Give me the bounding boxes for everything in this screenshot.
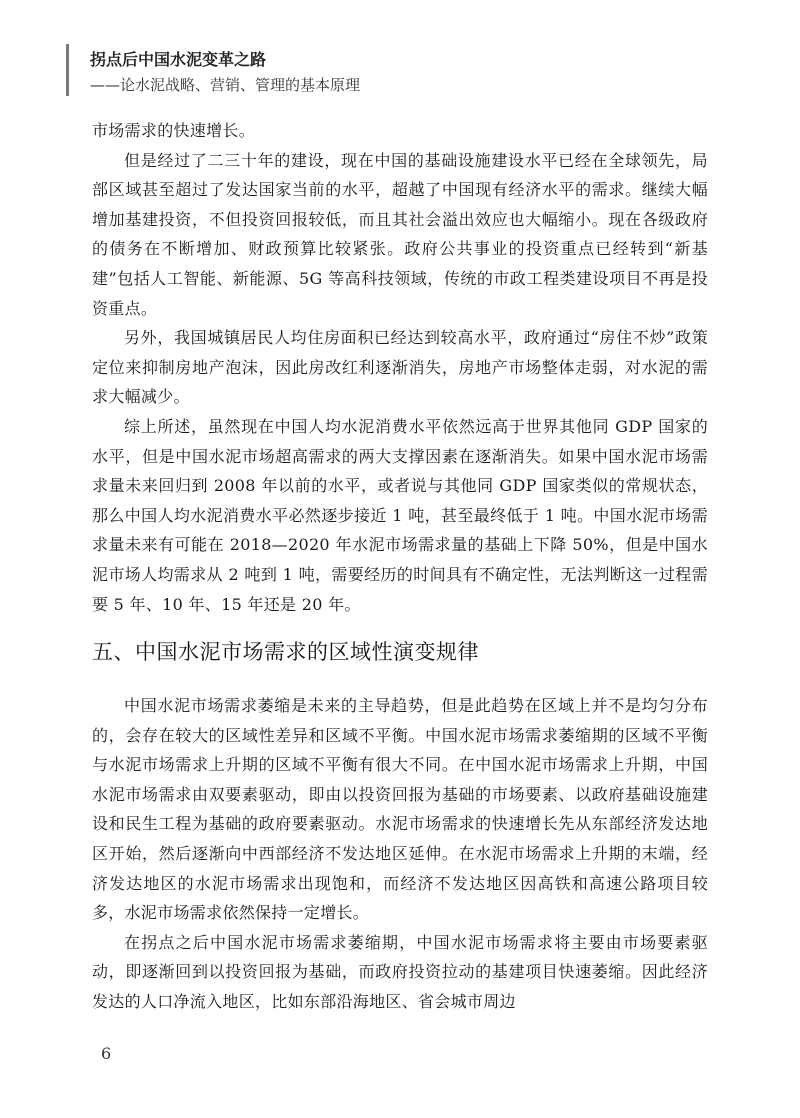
- paragraph: 但是经过了二三十年的建设，现在中国的基础设施建设水平已经在全球领先，局部区域甚至超过了发达国家当前的水平，超越了中国现有经济水平的需求。继续大幅增加基建投资，不但投资回报较低，而且其社会溢出效应也大幅缩小。现在各级政府的债务在不断增加、财政预算比较紧张。政府公共事业的投资重点已经转到“新基建”包括人工智能、新能源、5G 等高科技领域，传统的市政工程类建设项目不再是投资重点。: [92, 150, 708, 318]
- book-title: 拐点后中国水泥变革之路: [90, 50, 267, 69]
- paragraph: 另外，我国城镇居民人均住房面积已经达到较高水平，政府通过“房住不炒”政策定位来抑制房地产泡沫，因此房改红利逐渐消失，房地产市场整体走弱，对水泥的需求大幅减少。: [92, 328, 708, 407]
- book-subtitle: ——论水泥战略、营销、管理的基本原理: [90, 76, 361, 94]
- paragraph: 在拐点之后中国水泥市场需求萎缩期，中国水泥市场需求将主要由市场要素驱动，即逐渐回到以投资回报为基础，而政府投资拉动的基建项目快速萎缩。因此经济发达的人口净流入地区，比如东部沿海地区、省会城市周边: [92, 932, 708, 1012]
- header-accent-bar: [66, 44, 69, 96]
- paragraph-continuation: 市场需求的快速增长。: [92, 121, 256, 140]
- paragraph: 中国水泥市场需求萎缩是未来的主导趋势，但是此趋势在区域上并不是均匀分布的，会存在较大的区域性差异和区域不平衡。中国水泥市场需求萎缩期的区域不平衡与水泥市场需求上升期的区域不平衡有很大不同。在中国水泥市场需求上升期，中国水泥市场需求由双要素驱动，即由以投资回报为基础的市场要素、以政府基础设施建设和民生工程为基础的政府要素驱动。水泥市场需求的快速增长先从东部经济发达地区开始，然后逐渐向中西部经济不发达地区延伸。在水泥市场需求上升期的末端，经济发达地区的水泥市场需求出现饱和，而经济不发达地区因高铁和高速公路项目较多，水泥市场需求依然保持一定增长。: [92, 696, 708, 923]
- section-heading: 五、中国水泥市场需求的区域性演变规律: [92, 640, 479, 665]
- page-body: [92, 116, 708, 1017]
- page-number: 6: [101, 1044, 112, 1063]
- paragraph: 综上所述，虽然现在中国人均水泥消费水平依然远高于世界其他同 GDP 国家的水平，但是中国水泥市场超高需求的两大支撑因素在逐渐消失。如果中国水泥市场需求量未来回归到 2008 年以前的水平，或者说与其他同 GDP 国家类似的常规状态，那么中国人均水泥消费水平必然逐步接近 1 吨，甚至最终低于 1 吨。中国水泥市场需求量未来有可能在 2018—2020 年水泥市场需求量的基础上下降 50%，但是中国水泥市场人均需求从 2 吨到 1 吨，需要经历的时间具有不确定性，无法判断这一过程需要 5 年、10 年、15 年还是 20 年。: [92, 416, 708, 614]
